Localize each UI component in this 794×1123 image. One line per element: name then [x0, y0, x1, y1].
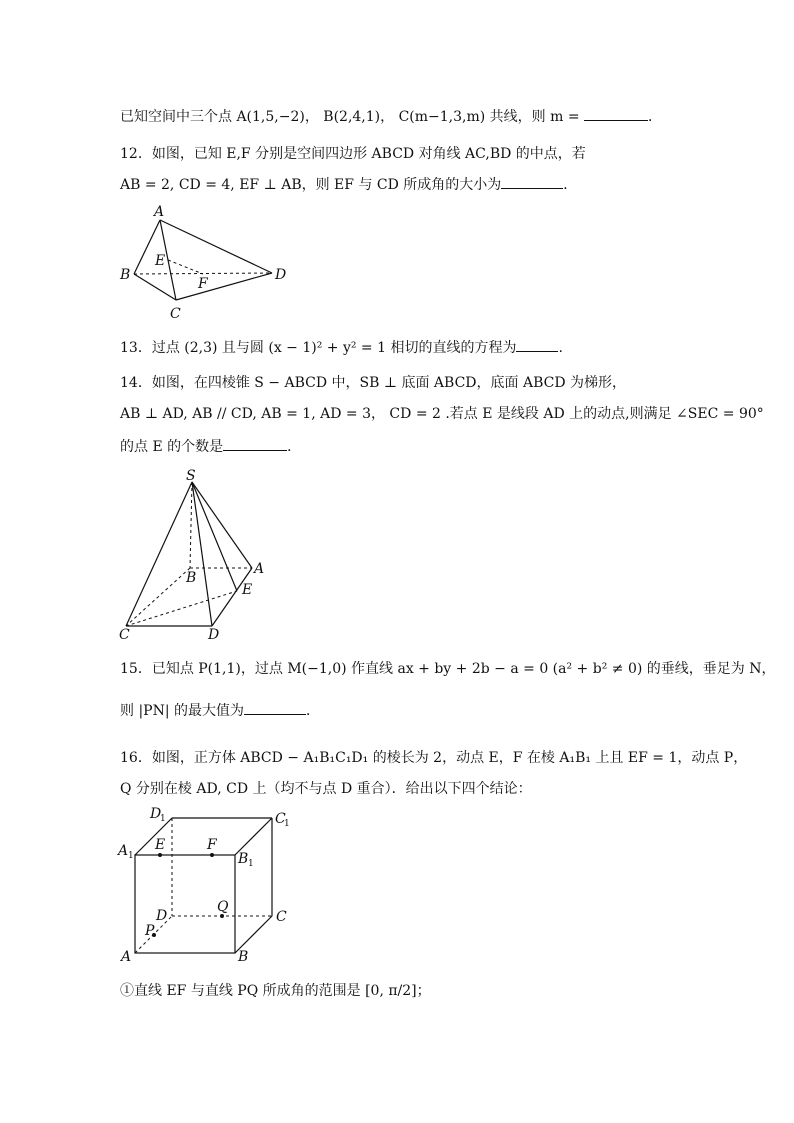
q13-end: .	[558, 340, 563, 356]
conclusion-1-text: ①直线 EF 与直线 PQ 所成角的范围是 [0, π/2]；	[120, 983, 431, 999]
q15-end: ．	[306, 703, 321, 719]
q16-label-Q: Q	[217, 899, 229, 915]
q13-text: 13．过点 (2,3) 且与圆 (x − 1)² + y² = 1 相切的直线的方程为	[120, 340, 517, 356]
q14-end: ．	[287, 439, 302, 455]
q16-label-A1: A	[118, 843, 129, 859]
q16-label-B1: B	[238, 851, 249, 867]
q12-line2-text: AB = 2, CD = 4, EF ⊥ AB，则 EF 与 CD 所成角的大小为	[120, 177, 502, 193]
q16-line2-text: Q 分别在棱 AD, CD 上（均不与点 D 重合）．给出以下四个结论：	[120, 781, 532, 797]
q12-label-F: F	[198, 276, 208, 292]
conclusion-1	[120, 980, 431, 1002]
q12-label-B: B	[120, 267, 131, 283]
q14-line2-text: AB ⊥ AD, AB // CD, AB = 1, AD = 3， CD = 2 .若点 E 是线段 AD 上的动点,则满足 ∠SEC = 90°	[120, 406, 764, 422]
q14-label-E: E	[242, 582, 253, 598]
q16-label-E: E	[155, 837, 166, 853]
q12-end: ．	[563, 177, 578, 193]
q14-label-B: B	[186, 570, 197, 586]
q15-line1-text: 15．已知点 P(1,1)，过点 M(−1,0) 作直线 ax + by + 2b − a = 0 (a² + b² ≠ 0) 的垂线，垂足为 N，	[120, 661, 776, 677]
q12-label-A: A	[154, 204, 165, 220]
q12-label-E: E	[155, 253, 166, 269]
q16-label-B: B	[238, 949, 249, 965]
q16-label-B1-sub: 1	[248, 859, 254, 869]
q16-label-F: F	[207, 837, 217, 853]
q12-line1-text: 12．如图，已知 E,F 分别是空间四边形 ABCD 对角线 AC,BD 的中点，若	[120, 146, 586, 162]
q15-line2-text: 则 |PN| 的最大值为	[120, 703, 245, 719]
q16-label-D1-sub: 1	[160, 814, 166, 824]
q12-label-D: D	[275, 267, 287, 283]
q11-end: ．	[648, 109, 663, 125]
q16-label-P: P	[145, 923, 155, 939]
q11-text: 已知空间中三个点 A(1,5,−2)， B(2,4,1)， C(m−1,3,m) 共线，则 m =	[120, 109, 585, 125]
q16-label-C1: C	[275, 811, 286, 827]
q16-label-D1: D	[150, 806, 162, 822]
q14-label-S: S	[186, 468, 196, 484]
q14-line1-text: 14．如图，在四棱锥 S − ABCD 中，SB ⊥ 底面 ABCD，底面 ABCD 为梯形，	[120, 375, 627, 391]
q12-label-C: C	[170, 306, 181, 322]
q16-label-D: D	[156, 908, 168, 924]
q14-label-D: D	[208, 627, 220, 643]
q14-label-A: A	[254, 561, 265, 577]
q14-line3-text: 的点 E 的个数是	[120, 439, 224, 455]
q16-label-A1-sub: 1	[128, 851, 134, 861]
q14-label-C: C	[119, 627, 130, 643]
q16-label-C: C	[276, 909, 287, 925]
q16-label-C1-sub: 1	[284, 819, 290, 829]
q16-line1-text: 16．如图，正方体 ABCD − A₁B₁C₁D₁ 的棱长为 2，动点 E，F 在棱 A₁B₁ 上且 EF = 1，动点 P，	[120, 750, 748, 766]
q16-label-A: A	[121, 949, 132, 965]
